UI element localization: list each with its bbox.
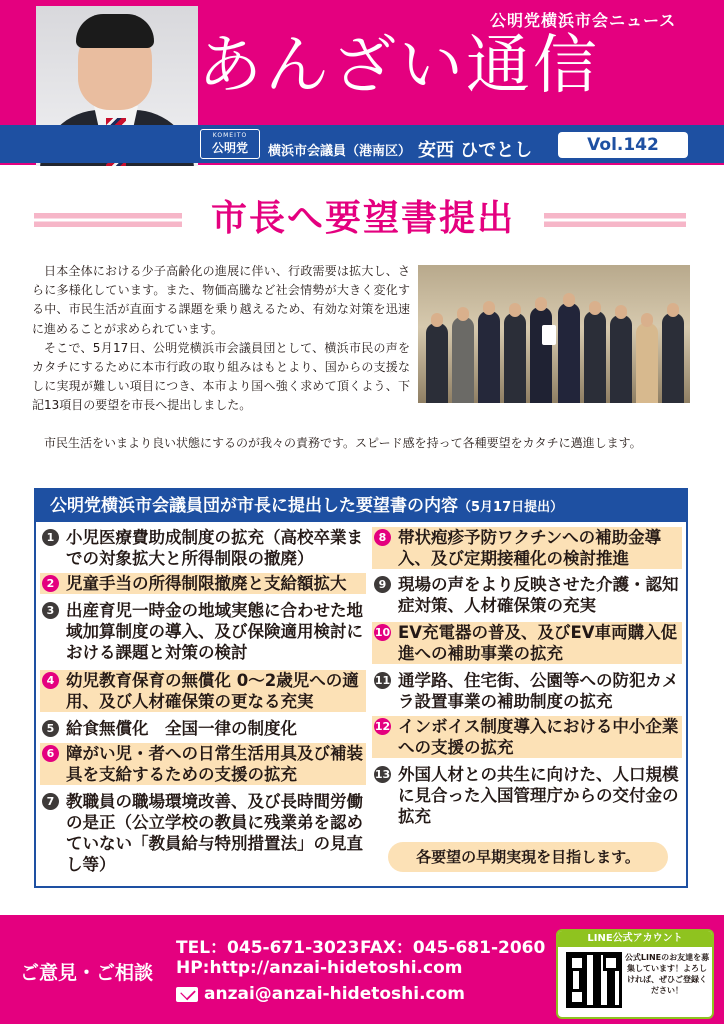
newsletter-title: あんざい通信	[198, 29, 600, 103]
phone-number[interactable]: TEL：045-671-3023	[176, 938, 360, 958]
request-item	[40, 670, 366, 712]
homepage-link[interactable]: HP:http://anzai-hidetoshi.com	[176, 958, 463, 978]
volume-badge: Vol.142	[558, 132, 688, 158]
request-item	[40, 573, 366, 594]
member-name: 安西 ひでとし	[418, 140, 533, 161]
fax-number: FAX：045-681-2060	[360, 938, 546, 958]
party-logo-small: KOMEITO	[212, 132, 248, 139]
group-photo	[418, 265, 690, 403]
headline: 市長へ要望書提出	[182, 196, 544, 242]
party-logo-text: 公明党	[211, 141, 248, 155]
newspaper-name: 公明党横浜市会ニュース	[490, 11, 677, 30]
request-text: 現場の声をより反映させた介護・認知症対策、人材確保策の充実	[398, 575, 679, 615]
request-text: 外国人材との共生に向けた、人口規模に見合った入国管理庁からの交付金の拡充	[398, 765, 679, 826]
request-text: 通学路、住宅街、公園等への防犯カメラ設置事業の補助制度の拡充	[398, 671, 679, 711]
request-number: 10	[374, 626, 391, 639]
request-text: 小児医療費助成制度の拡充（高校卒業までの対象拡大と所得制限の撤廃）	[66, 528, 363, 568]
request-text: 帯状疱疹予防ワクチンへの補助金導入、及び定期接種化の検討推進	[398, 528, 662, 568]
intro-paragraph-2: そこで、5月17日、公明党横浜市会議員団として、横浜市民の声をカタチにするために本市行政の取り組みはもとより、国からの支援なしに実現が難しい項目につき、本市より国へ強く求めて頂くよう、下記13項目の要望を市長へ提出しました。	[32, 340, 410, 413]
request-text: 給食無償化 全国一律の制度化	[66, 719, 297, 738]
request-text: 児童手当の所得制限撤廃と支給額拡大	[66, 574, 347, 593]
mail-icon	[176, 987, 198, 1002]
request-number: 3	[42, 602, 59, 619]
party-logo	[200, 129, 260, 159]
email-link[interactable]	[176, 984, 465, 1004]
intro-text	[32, 262, 410, 416]
request-item	[40, 527, 366, 569]
request-number: 11	[374, 674, 391, 687]
request-text: 教職員の職場環境改善、及び長時間労働の是正（公立学校の教員に残業弟を認めていない「教員給与特別措置法」の見直し等）	[66, 792, 363, 874]
request-item	[40, 743, 366, 785]
request-item	[372, 574, 682, 616]
request-item	[40, 718, 366, 739]
line-account-label: LINE公式アカウント	[558, 931, 712, 947]
request-number: 12	[374, 720, 391, 733]
request-text: EV充電器の普及、及びEV車両購入促進への補助事業の拡充	[398, 623, 678, 663]
request-text: 幼児教育保育の無償化 0〜2歳児への適用、及び人材確保策の更なる充実	[66, 671, 359, 711]
request-number: 4	[42, 672, 59, 689]
request-number: 2	[42, 575, 59, 592]
requests-title	[36, 490, 686, 522]
request-item	[372, 670, 682, 712]
member-role: 横浜市会議員（港南区）	[268, 144, 412, 159]
intro-paragraph-1: 日本全体における少子高齢化の進展に伴い、行政需要は拡大し、さらに多様化しています。また、物価高騰など社会情勢が大きく変化する中、市民生活が直面する課題を乗り越えるため、有効な対策を迅速に進めることが求められています。	[32, 264, 410, 336]
line-invite-text: 公式LINEのお友達を募集しています！よろしければ、ぜひご登録ください！	[624, 953, 710, 995]
request-number: 1	[42, 529, 59, 546]
intro-paragraph-3: 市民生活をいまより良い状態にするのが我々の責務です。スピード感を持って各種要望をカタチに邁進します。	[44, 436, 642, 450]
email-address[interactable]: anzai@anzai-hidetoshi.com	[204, 984, 466, 1004]
request-number: 6	[42, 745, 59, 762]
request-item	[372, 622, 682, 664]
requests-title-note: （5月17日提出）	[458, 500, 564, 515]
request-text: 出産育児一時金の地域実態に合わせた地域加算制度の導入、及び保険適用検討における課題と対策の検討	[66, 601, 363, 662]
request-item	[40, 600, 366, 663]
request-number: 8	[374, 529, 391, 546]
consult-label: ご意見・ご相談	[20, 962, 154, 984]
request-item	[372, 716, 682, 758]
request-number: 9	[374, 576, 391, 593]
request-item	[40, 791, 366, 875]
request-item	[372, 527, 682, 569]
request-number: 7	[42, 793, 59, 810]
request-item	[372, 764, 682, 827]
request-text: 障がい児・者への日常生活用具及び補装具を支給するための支援の拡充	[66, 744, 363, 784]
requests-title-text: 公明党横浜市会議員団が市長に提出した要望書の内容	[50, 496, 458, 516]
goal-banner: 各要望の早期実現を目指します。	[388, 842, 668, 872]
request-number: 13	[374, 768, 391, 781]
qr-code-icon[interactable]	[566, 952, 622, 1008]
request-text: インボイス制度導入における中小企業への支援の拡充	[398, 717, 679, 757]
request-number: 5	[42, 720, 59, 737]
